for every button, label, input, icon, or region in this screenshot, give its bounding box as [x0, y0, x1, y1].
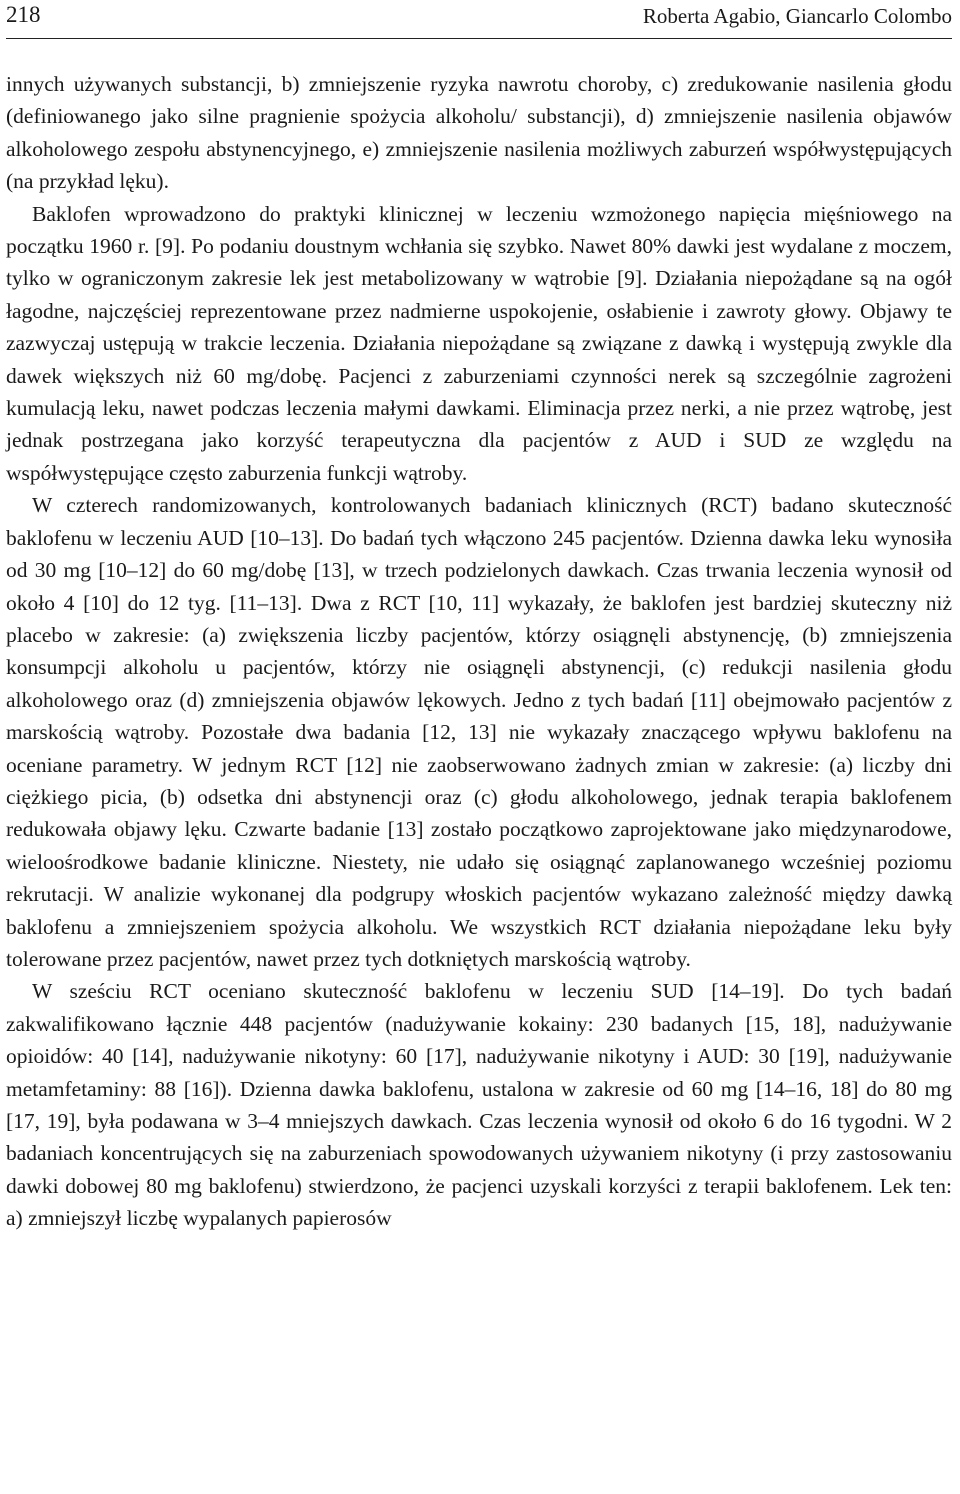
paragraph: innych używanych substancji, b) zmniejszenie ryzyka nawrotu choroby, c) zredukowanie nasilenia głodu (definiowanego jako silne pragnienie spożycia alkoholu/ substancji), d) zmniejszenie nasilenia objawów alkoholowego zespołu abstynencyjnego, e) zmniejszenie nasilenia możliwych zaburzeń współwystępujących (na przykład lęku).	[6, 72, 952, 194]
page-header	[6, 0, 952, 39]
body-text	[6, 68, 952, 1235]
paragraph: Baklofen wprowadzono do praktyki klinicznej w leczeniu wzmożonego napięcia mięśniowego na początku 1960 r. [9]. Po podaniu doustnym wchłania się szybko. Nawet 80% dawki jest wydalane z moczem, tylko w ograniczonym zakresie lek jest metabolizowany w wątrobie [9]. Działania niepożądane są na ogół łagodne, najczęściej reprezentowane przez nadmierne uspokojenie, osłabienie i zawroty głowy. Objawy te zazwyczaj ustępują w trakcie leczenia. Działania niepożądane są związane z dawką i występują zwykle dla dawek większych niż 60 mg/dobę. Pacjenci z zaburzeniami czynności nerek są szczególnie zagrożeni kumulacją leku, nawet podczas leczenia małymi dawkami. Eliminacja przez nerki, a nie przez wątrobę, jest jednak postrzegana jako korzyść terapeutyczna dla pacjentów z AUD i SUD ze względu na współwystępujące często zaburzenia funkcji wątroby.	[6, 201, 952, 485]
page-number: 218	[6, 2, 41, 27]
paragraph: W sześciu RCT oceniano skuteczność baklofenu w leczeniu SUD [14–19]. Do tych badań zakwalifikowano łącznie 448 pacjentów (nadużywanie kokainy: 230 badanych [15, 18], nadużywanie opioidów: 40 [14], nadużywanie nikotyny: 60 [17], nadużywanie nikotyny i AUD: 30 [19], nadużywanie metamfetaminy: 88 [16]). Dzienna dawka baklofenu, ustalona w zakresie od 60 mg [14–16, 18] do 80 mg [17, 19], była podawana w 3–4 mniejszych dawkach. Czas leczenia wynosił od około 6 do 16 tygodni. W 2 badaniach koncentrujących się na zaburzeniach spowodowanych używaniem nikotyny (i przy zastosowaniu dawki dobowej 80 mg baklofenu) stwierdzono, że pacjenci uzyskali korzyści z terapii baklofenem. Lek ten: a) zmniejszył liczbę wypalanych papierosów	[6, 979, 952, 1231]
paragraph: W czterech randomizowanych, kontrolowanych badaniach klinicznych (RCT) badano skuteczność baklofenu w leczeniu AUD [10–13]. Do badań tych włączono 245 pacjentów. Dzienna dawka leku wynosiła od 30 mg [10–12] do 60 mg/dobę [13], w trzech podzielonych dawkach. Czas trwania leczenia wynosił od około 4 [10] do 12 tyg. [11–13]. Dwa z RCT [10, 11] wykazały, że baklofen jest bardziej skuteczny niż placebo w zakresie: (a) zwiększenia liczby pacjentów, którzy osiągnęli abstynencję, (b) zmniejszenia konsumpcji alkoholu u pacjentów, którzy nie osiągnęli abstynencji, (c) redukcji nasilenia głodu alkoholowego oraz (d) zmniejszenia objawów lękowych. Jedno z tych badań [11] obejmowało pacjentów z marskością wątroby. Pozostałe dwa badania [12, 13] nie wykazały znaczącego wpływu baklofenu na oceniane parametry. W jednym RCT [12] nie zaobserwowano żadnych zmian w zakresie: (a) liczby dni ciężkiego picia, (b) odsetka dni abstynencji oraz (c) głodu alkoholowego, jednak terapia baklofenem redukowała objawy lęku. Czwarte badanie [13] zostało początkowo zaprojektowane jako międzynarodowe, wieloośrodkowe badanie kliniczne. Niestety, nie udało się osiągnąć zaplanowanego wcześniej poziomu rekrutacji. W analizie wykonanej dla podgrupy włoskich pacjentów wykazano zależność między dawką baklofenu a zmniejszeniem spożycia alkoholu. We wszystkich RCT działania niepożądane leku były tolerowane przez pacjentów, nawet przez tych dotkniętych marskością wątroby.	[6, 493, 952, 971]
running-head-authors: Roberta Agabio, Giancarlo Colombo	[642, 4, 952, 28]
